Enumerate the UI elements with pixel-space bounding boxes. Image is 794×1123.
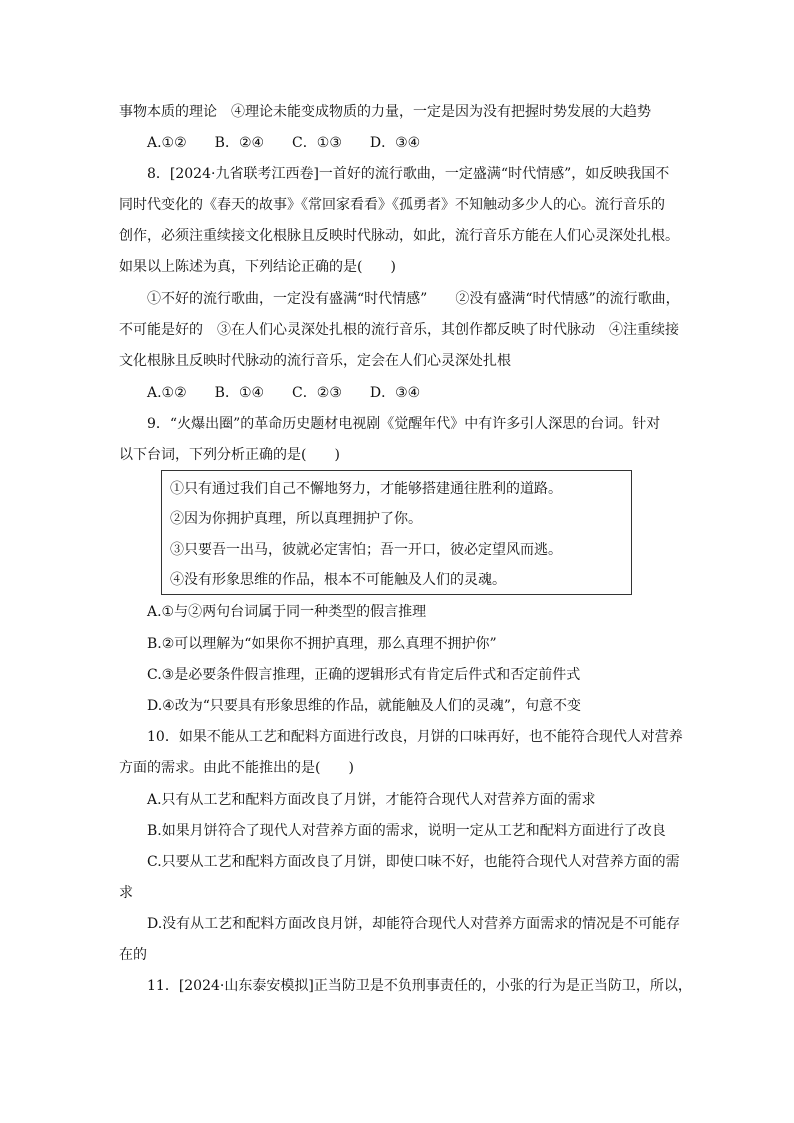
q10-stem-line: 10．如果不能从工艺和配料方面进行改良，月饼的口味再好，也不能符合现代人对营养 (147, 729, 683, 745)
q8-stem-line: 8．[2024·九省联考江西卷]一首好的流行歌曲，一定盛满“时代情感”，如反映我国不 (147, 166, 670, 182)
q9-option: D.④改为“只要具有形象思维的作品，就能触及人们的灵魂”，句意不变 (147, 698, 582, 714)
q10-option-continuation: 在的 (119, 947, 147, 963)
q8-statement-line: 文化根脉且反映时代脉动的流行音乐，定会在人们心灵深处扎根 (119, 353, 511, 369)
q10-option: A.只有从工艺和配料方面改良了月饼，才能符合现代人对营养方面的需求 (147, 792, 596, 808)
q9-quote: ④没有形象思维的作品，根本不可能触及人们的灵魂。 (170, 572, 506, 588)
q8-stem-line: 如果以上陈述为真，下列结论正确的是( ) (119, 259, 396, 275)
q8-stem-line: 创作，必须注重续接文化根脉且反映时代脉动，如此，流行音乐方能在人们心灵深处扎根。 (119, 228, 679, 244)
q10-option: C.只要从工艺和配料方面改良了月饼，即使口味不好，也能符合现代人对营养方面的需 (147, 854, 680, 870)
q9-option: B.②可以理解为“如果你不拥护真理，那么真理不拥护你” (147, 636, 497, 652)
q9-quote: ②因为你拥护真理，所以真理拥护了你。 (170, 511, 422, 527)
q10-option: D.没有从工艺和配料方面改良月饼，却能符合现代人对营养方面需求的情况是不可能存 (147, 916, 681, 932)
q11-stem-line: 11．[2024·山东泰安模拟]正当防卫是不负刑事责任的，小张的行为是正当防卫，所以， (147, 978, 692, 994)
q7-options: A.①② B．②④ C．①③ D．③④ (147, 135, 421, 151)
q9-option: A.①与②两句台词属于同一种类型的假言推理 (147, 604, 427, 620)
q8-stem-line: 同时代变化的《春天的故事》《常回家看看》《孤勇者》不知触动多少人的心。流行音乐的 (119, 197, 665, 213)
q8-statement-line: 不可能是好的 ③在人们心灵深处扎根的流行音乐，其创作都反映了时代脉动 ④注重续接 (119, 322, 679, 338)
q8-options: A.①② B．①④ C．②③ D．③④ (147, 385, 421, 401)
q9-option: C.③是必要条件假言推理，正确的逻辑形式有肯定后件式和否定前件式 (147, 667, 581, 683)
q9-quote: ①只有通过我们自己不懈地努力，才能够搭建通往胜利的道路。 (170, 481, 562, 497)
q10-option: B.如果月饼符合了现代人对营养方面的需求，说明一定从工艺和配料方面进行了改良 (147, 823, 666, 839)
q10-option-continuation: 求 (119, 885, 133, 901)
q8-statement-line: ①不好的流行歌曲，一定没有盛满“时代情感” ②没有盛满“时代情感”的流行歌曲， (147, 291, 680, 307)
q9-stem-line: 9．“火爆出圈”的革命历史题材电视剧《觉醒年代》中有许多引人深思的台词。针对 (147, 416, 661, 432)
continuation-line: 事物本质的理论 ④理论未能变成物质的力量，一定是因为没有把握时势发展的大趋势 (119, 104, 651, 120)
q10-stem-line: 方面的需求。由此不能推出的是( ) (119, 760, 354, 776)
q9-stem-line: 以下台词，下列分析正确的是( ) (119, 447, 340, 463)
q9-quote: ③只要吾一出马，彼就必定害怕；吾一开口，彼必定望风而逃。 (170, 542, 562, 558)
